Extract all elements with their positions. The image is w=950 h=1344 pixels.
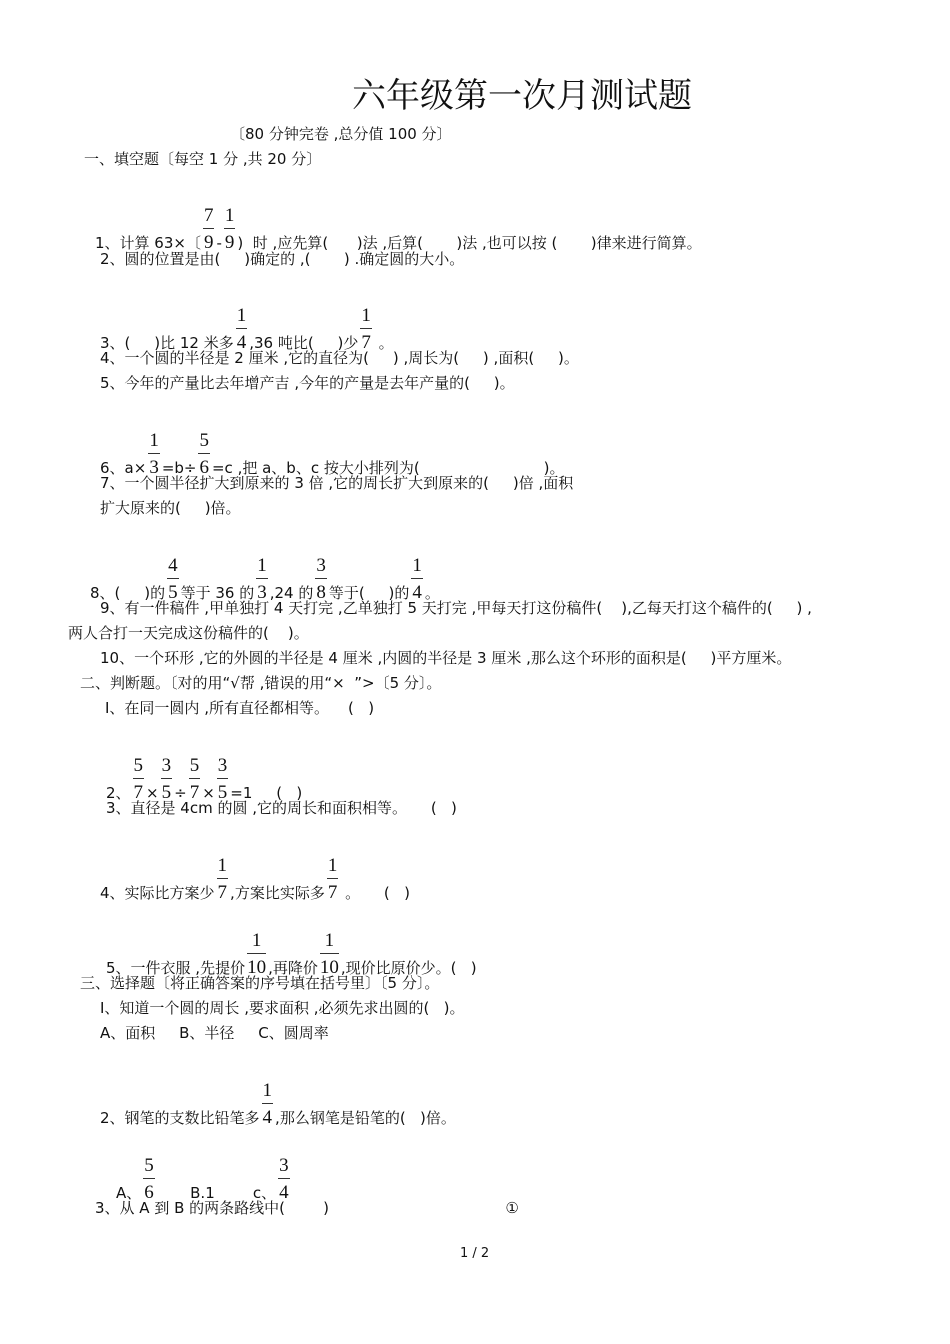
fraction-denominator: 4 xyxy=(279,1182,289,1203)
text-segment: ,36 吨比( )少 xyxy=(249,334,359,352)
fraction-denominator: 5 xyxy=(217,782,228,803)
q2-1 xyxy=(105,698,374,718)
fraction-numerator: 1 xyxy=(360,304,372,329)
text-segment: 2、钢笔的支数比铅笔多 xyxy=(100,1109,260,1127)
fraction-numerator: 3 xyxy=(217,754,229,779)
text-segment: I、知道一个圆的周长 ,要求面积 ,必须先求出圆的( )。 xyxy=(100,999,465,1017)
q2-3 xyxy=(106,798,457,818)
fraction-denominator: 7 xyxy=(361,332,371,353)
q3-1-options xyxy=(100,1023,329,1043)
text-segment: B.1 c、 xyxy=(156,1184,277,1202)
fraction-denominator: 7 xyxy=(133,782,144,803)
text-segment: 3、( )比 12 米多 xyxy=(100,334,234,352)
text-segment: ,现价比原价少。( ) xyxy=(340,959,477,977)
text-segment: 1、计算 63×〔 xyxy=(95,234,201,252)
fraction-denominator: 7 xyxy=(217,882,228,903)
fraction-denominator: 4 xyxy=(236,332,247,353)
page-number: 1 / 2 xyxy=(460,1246,490,1261)
fraction-numerator: 7 xyxy=(203,204,215,229)
text-segment: 4、实际比方案少 xyxy=(100,884,215,902)
text-segment: 10、一个环形 ,它的外圆的半径是 4 厘米 ,内圆的半径是 3 厘米 ,那么这个环形的面积是( )平方厘米。 xyxy=(100,649,792,667)
section-3-heading xyxy=(80,973,439,993)
text-segment: ,24 的 xyxy=(269,584,314,602)
q3-1 xyxy=(100,998,465,1018)
q1-4 xyxy=(100,348,579,368)
fraction-numerator: 1 xyxy=(320,929,339,954)
fraction-numerator: 3 xyxy=(278,1154,290,1179)
fraction-numerator: 1 xyxy=(224,204,236,229)
fraction-numerator: 5 xyxy=(143,1154,155,1179)
fraction xyxy=(262,1079,274,1130)
text-segment: - xyxy=(216,234,222,252)
fraction-numerator: 3 xyxy=(315,554,327,579)
q1-10 xyxy=(100,648,791,668)
fraction-denominator: 4 xyxy=(412,582,422,603)
text-segment: =1 ( ) xyxy=(230,784,303,802)
text-segment: A、面积 B、半径 C、圆周率 xyxy=(100,1024,329,1042)
fraction-denominator: 3 xyxy=(149,457,159,478)
section-1-heading xyxy=(84,149,321,169)
fraction-numerator: 1 xyxy=(262,1079,274,1104)
exam-info: 〔80 分钟完卷 ,总分值 100 分〕 xyxy=(230,125,452,143)
fraction-numerator: 5 xyxy=(198,429,210,454)
text-segment: ) 时 ,应先算( )法 ,后算( )法 ,也可以按 ( )律来进行简算。 xyxy=(237,234,702,252)
fraction-numerator: 1 xyxy=(411,554,423,579)
text-segment: 两人合打一天完成这份稿件的( )。 xyxy=(68,624,309,642)
fraction-numerator: 4 xyxy=(167,554,179,579)
fraction-numerator: 1 xyxy=(256,554,268,579)
text-segment: 5、一件衣服 ,先提价 xyxy=(106,959,246,977)
text-segment: 2、 xyxy=(106,784,131,802)
q2-4 xyxy=(100,854,410,905)
q3-3 xyxy=(95,1198,519,1218)
text-segment: × xyxy=(202,784,215,802)
fraction xyxy=(203,204,215,255)
fraction-denominator: 8 xyxy=(316,582,326,603)
fraction-numerator: 1 xyxy=(148,429,160,454)
fraction-denominator: 10 xyxy=(319,957,339,978)
q1-7 xyxy=(100,473,573,493)
text-segment: 7、一个圆半径扩大到原来的 3 倍 ,它的周长扩大到原来的( )倍 ,面积 xyxy=(100,474,574,492)
text-segment: ,方案比实际多 xyxy=(230,884,325,902)
fraction-denominator: 7 xyxy=(327,882,338,903)
fraction-denominator: 6 xyxy=(199,457,209,478)
fraction-denominator: 5 xyxy=(168,582,178,603)
text-segment: ,那么钢笔是铅笔的( )倍。 xyxy=(275,1109,456,1127)
text-segment: ÷ xyxy=(174,784,187,802)
fraction-numerator: 1 xyxy=(236,304,248,329)
fraction-numerator: 1 xyxy=(327,854,339,879)
q1-5 xyxy=(100,373,515,393)
q1-2 xyxy=(100,249,464,269)
text-segment: 一、填空题〔每空 1 分 ,共 20 分〕 xyxy=(84,150,322,168)
fraction-denominator: 7 xyxy=(189,782,200,803)
fraction-denominator: 9 xyxy=(224,232,235,253)
text-segment: 4、一个圆的半径是 2 厘米 ,它的直径为( ) ,周长为( ) ,面积( )。 xyxy=(100,349,579,367)
text-segment: 。 xyxy=(424,584,440,602)
fraction-denominator: 4 xyxy=(262,1107,273,1128)
fraction xyxy=(217,854,229,905)
q3-2 xyxy=(100,1079,456,1130)
page-title: 六年级第一次月测试题 xyxy=(352,76,692,116)
section-2-heading xyxy=(80,673,441,693)
fraction-denominator: 10 xyxy=(247,957,267,978)
text-segment: ,再降价 xyxy=(268,959,318,977)
fraction-numerator: 1 xyxy=(217,854,229,879)
text-segment: 3、从 A 到 B 的两条路线中( ) ① xyxy=(95,1199,519,1217)
text-segment: 三、选择题〔将正确答案的序号填在括号里〕〔5 分〕。 xyxy=(80,974,440,992)
text-segment: 9、有一件稿件 ,甲单独打 4 天打完 ,乙单独打 5 天打完 ,甲每天打这份稿件( ),乙每天打这个稿件的( ) , xyxy=(100,599,812,617)
fraction-numerator: 3 xyxy=(161,754,173,779)
text-segment: =b÷ xyxy=(161,459,197,477)
fraction-denominator: 6 xyxy=(144,1182,154,1203)
text-segment: 。 ( ) xyxy=(340,884,410,902)
text-segment: 扩大原来的( )倍。 xyxy=(100,499,241,517)
q1-7b xyxy=(100,498,241,518)
fraction xyxy=(327,854,339,905)
q1-1 xyxy=(95,204,702,255)
fraction-numerator: 1 xyxy=(247,929,266,954)
fraction-denominator: 3 xyxy=(257,582,267,603)
text-segment: 二、判断题。〔对的用“√帮 ,错误的用“× ”>〔5 分〕。 xyxy=(80,674,442,692)
fraction-numerator: 5 xyxy=(133,754,145,779)
fraction-denominator: 9 xyxy=(203,232,214,253)
q1-9 xyxy=(100,598,812,618)
fraction xyxy=(224,204,236,255)
text-segment: 5、今年的产量比去年增产吉 ,今年的产量是去年产量的( )。 xyxy=(100,374,515,392)
q1-9b xyxy=(68,623,309,643)
text-segment: 8、( )的 xyxy=(90,584,166,602)
text-segment: 3、直径是 4cm 的圆 ,它的周长和面积相等。 ( ) xyxy=(106,799,457,817)
text-segment: 等于 36 的 xyxy=(180,584,255,602)
fraction-denominator: 5 xyxy=(161,782,172,803)
text-segment: I、在同一圆内 ,所有直径都相等。 ( ) xyxy=(105,699,375,717)
text-segment: × xyxy=(146,784,159,802)
fraction-numerator: 5 xyxy=(189,754,201,779)
text-segment: =c ,把 a、b、c 按大小排列为( )。 xyxy=(211,459,565,477)
text-segment: 2、圆的位置是由( )确定的 ,( ) .确定圆的大小。 xyxy=(100,250,465,268)
text-segment: 等于( )的 xyxy=(328,584,410,602)
text-segment: 6、a× xyxy=(100,459,147,477)
text-segment: A、 xyxy=(116,1184,142,1202)
text-segment: 。 xyxy=(373,334,394,352)
